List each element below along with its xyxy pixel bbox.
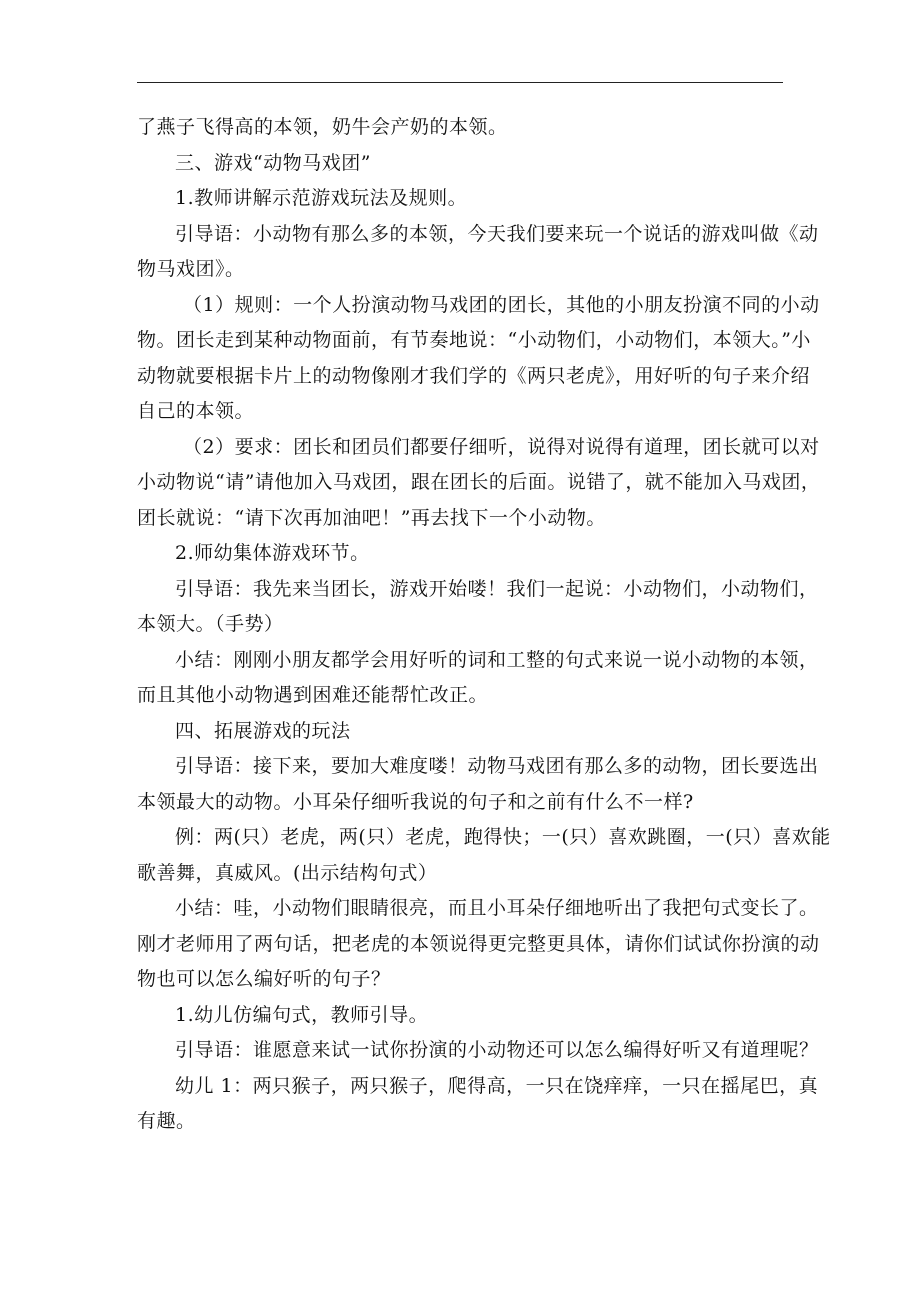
paragraph-line: 自己的本领。 xyxy=(137,400,255,422)
paragraph-line: 刚才老师用了两句话，把老虎的本领说得更完整更具体，请你们试试你扮演的动 xyxy=(137,932,820,955)
paragraph xyxy=(137,217,819,288)
paragraph xyxy=(137,1069,819,1140)
paragraph-line: （1）规则：一个人扮演动物马戏团的团长，其他的小朋友扮演不同的小动 xyxy=(183,293,820,316)
paragraph-line: 物马戏团》。 xyxy=(137,258,245,280)
paragraph-line: 有趣。 xyxy=(137,1110,196,1132)
paragraph-line: 小结：哇，小动物们眼睛很亮，而且小耳朵仔细地听出了我把句式变长了。 xyxy=(175,897,819,919)
paragraph-line: 了燕子飞得高的本领，奶牛会产奶的本领。 xyxy=(137,116,508,138)
paragraph-line: 例：两(只）老虎，两(只）老虎，跑得快；一(只）喜欢跳圈，一(只）喜欢能 xyxy=(175,826,831,848)
document-body xyxy=(137,110,831,1140)
paragraph-line: 物也可以怎么编好听的句子？ xyxy=(137,968,391,990)
paragraph-line: 物。团长走到某种动物面前，有节奏地说：“小动物们，小动物们，本领大。”小 xyxy=(137,329,811,351)
paragraph xyxy=(137,536,785,572)
paragraph-line: 小动物说“请”请他加入马戏团，跟在团长的后面。说错了，就不能加入马戏团， xyxy=(137,471,821,493)
paragraph-line: 团长就说：“请下次再加油吧！”再去找下一个小动物。 xyxy=(137,506,606,529)
paragraph xyxy=(137,288,820,430)
paragraph-line: 引导语：接下来，要加大难度喽！动物马戏团有那么多的动物，团长要选出 xyxy=(175,755,819,777)
paragraph-line: 歌善舞，真威风。(出示结构句式） xyxy=(137,861,438,884)
paragraph xyxy=(137,572,819,643)
paragraph xyxy=(137,891,820,998)
paragraph xyxy=(137,110,785,146)
paragraph-line: 小结：刚刚小朋友都学会用好听的词和工整的句式来说一说小动物的本领， xyxy=(175,648,819,671)
paragraph xyxy=(137,714,785,750)
paragraph-line: 引导语：谁愿意来试一试你扮演的小动物还可以怎么编得好听又有道理呢？ xyxy=(175,1039,819,1061)
paragraph-line: 而且其他小动物遇到困难还能帮忙改正。 xyxy=(137,684,489,706)
paragraph-line: 1.幼儿仿编句式，教师引导。 xyxy=(175,1003,429,1026)
paragraph-line: 引导语：小动物有那么多的本领，今天我们要来玩一个说话的游戏叫做《动 xyxy=(175,222,819,245)
header-rule xyxy=(137,82,783,83)
paragraph-line: 2.师幼集体游戏环节。 xyxy=(175,542,370,564)
paragraph-line: 本领最大的动物。小耳朵仔细听我说的句子和之前有什么不一样? xyxy=(137,790,694,813)
paragraph-line: 三、游戏“动物马戏团” xyxy=(175,151,371,174)
paragraph xyxy=(137,181,785,217)
paragraph-line: 幼儿 1：两只猴子，两只猴子，爬得高，一只在饶痒痒，一只在摇尾巴，真 xyxy=(175,1074,819,1097)
paragraph-line: 本领大。（手势） xyxy=(137,613,284,635)
paragraph-line: （2）要求：团长和团员们都要仔细听，说得对说得有道理，团长就可以对 xyxy=(183,435,820,458)
paragraph xyxy=(137,1033,819,1069)
paragraph-line: 引导语：我先来当团长，游戏开始喽！我们一起说：小动物们，小动物们， xyxy=(175,577,819,600)
paragraph xyxy=(137,643,819,714)
paragraph xyxy=(137,820,831,891)
paragraph xyxy=(137,749,819,820)
paragraph-line: 动物就要根据卡片上的动物像刚才我们学的《两只老虎》，用好听的句子来介绍 xyxy=(137,364,811,387)
paragraph-line: 1.教师讲解示范游戏玩法及规则。 xyxy=(175,187,468,209)
paragraph xyxy=(137,998,785,1034)
paragraph-line: 四、拓展游戏的玩法 xyxy=(175,719,351,742)
paragraph xyxy=(137,146,785,182)
paragraph xyxy=(137,430,821,537)
